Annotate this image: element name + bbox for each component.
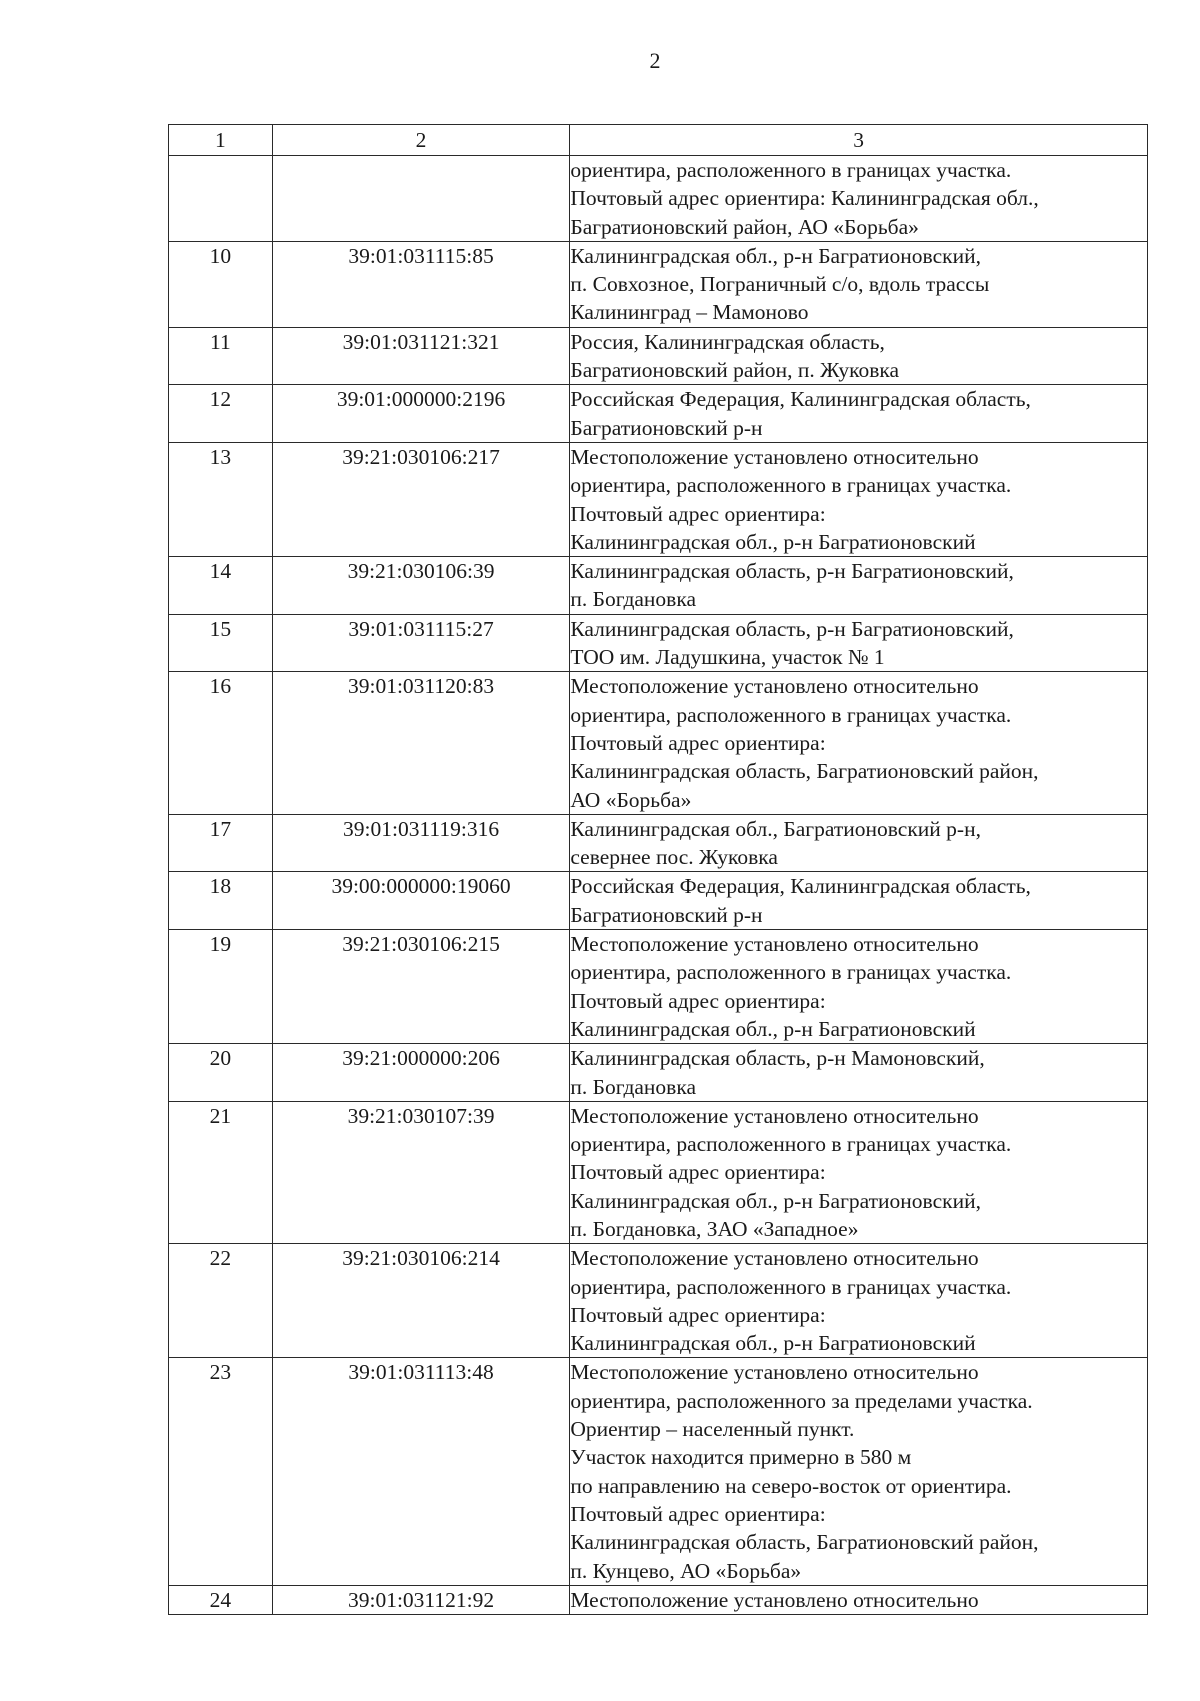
address-line: п. Богдановка bbox=[570, 587, 696, 612]
address-line: Местоположение установлено относительно bbox=[570, 1587, 979, 1612]
address-line: Ориентир – населенный пункт. bbox=[570, 1417, 855, 1442]
address-line: Калининградская область, Багратионовский район, bbox=[570, 759, 1039, 784]
row-number-cell: 11 bbox=[169, 327, 273, 385]
address-line: Калининградская обл., р-н Багратионовский bbox=[570, 1016, 976, 1041]
address-line: по направлению на северо-восток от ориентира. bbox=[570, 1473, 1012, 1498]
cadastral-number-cell: 39:21:030106:39 bbox=[272, 557, 570, 615]
address-line: ориентира, расположенного за пределами участка. bbox=[570, 1388, 1033, 1413]
address-line: Местоположение установлено относительно bbox=[570, 444, 979, 469]
address-line: Калининградская область, р-н Багратионовский, bbox=[570, 616, 1014, 641]
address-cell bbox=[570, 872, 1148, 930]
table-row bbox=[169, 327, 1148, 385]
row-number-cell: 22 bbox=[169, 1244, 273, 1358]
address-line: Российская Федерация, Калининградская область, bbox=[570, 387, 1031, 412]
address-cell bbox=[570, 241, 1148, 327]
table-body bbox=[169, 156, 1148, 1615]
address-cell bbox=[570, 1044, 1148, 1102]
address-cell bbox=[570, 1585, 1148, 1614]
address-line: Местоположение установлено относительно bbox=[570, 674, 979, 699]
address-cell bbox=[570, 1101, 1148, 1243]
cadastral-number-cell: 39:01:031115:85 bbox=[272, 241, 570, 327]
cadastral-number-cell: 39:21:030106:217 bbox=[272, 442, 570, 556]
address-cell bbox=[570, 156, 1148, 242]
address-line: Местоположение установлено относительно bbox=[570, 1103, 979, 1128]
address-cell bbox=[570, 930, 1148, 1044]
table-row bbox=[169, 930, 1148, 1044]
cadastral-number-cell: 39:01:031115:27 bbox=[272, 614, 570, 672]
row-number-cell: 15 bbox=[169, 614, 273, 672]
address-line: Россия, Калининградская область, bbox=[570, 329, 885, 354]
cadastral-number-cell: 39:21:030106:214 bbox=[272, 1244, 570, 1358]
table-row bbox=[169, 1358, 1148, 1585]
address-line: ориентира, расположенного в границах участка. bbox=[570, 702, 1012, 727]
row-number-cell: 19 bbox=[169, 930, 273, 1044]
row-number-cell: 12 bbox=[169, 385, 273, 443]
row-number-cell: 14 bbox=[169, 557, 273, 615]
table-row bbox=[169, 872, 1148, 930]
cadastral-number-cell: 39:21:000000:206 bbox=[272, 1044, 570, 1102]
table-row bbox=[169, 557, 1148, 615]
column-header-cadastral: 2 bbox=[272, 125, 570, 156]
cadastral-number-cell: 39:21:030107:39 bbox=[272, 1101, 570, 1243]
row-number-cell: 21 bbox=[169, 1101, 273, 1243]
cadastral-number-cell: 39:00:000000:19060 bbox=[272, 872, 570, 930]
row-number-cell: 10 bbox=[169, 241, 273, 327]
cadastral-number-cell bbox=[272, 156, 570, 242]
address-cell bbox=[570, 557, 1148, 615]
address-line: Калининград – Мамоново bbox=[570, 300, 809, 325]
address-line: п. Богдановка, ЗАО «Западное» bbox=[570, 1216, 859, 1241]
address-line: ориентира, расположенного в границах участка. bbox=[570, 1132, 1012, 1157]
address-line: ориентира, расположенного в границах участка. bbox=[570, 473, 1012, 498]
address-line: Багратионовский р-н bbox=[570, 902, 763, 927]
table-row bbox=[169, 241, 1148, 327]
address-line: Почтовый адрес ориентира: bbox=[570, 1501, 826, 1526]
row-number-cell: 23 bbox=[169, 1358, 273, 1585]
address-line: Почтовый адрес ориентира: bbox=[570, 501, 826, 526]
column-header-number: 1 bbox=[169, 125, 273, 156]
table-row bbox=[169, 1101, 1148, 1243]
row-number-cell: 13 bbox=[169, 442, 273, 556]
cadastral-number-cell: 39:01:031120:83 bbox=[272, 672, 570, 814]
address-line: Калининградская обл., р-н Багратионовский, bbox=[570, 243, 981, 268]
address-line: ТОО им. Ладушкина, участок № 1 bbox=[570, 645, 885, 670]
row-number-cell: 18 bbox=[169, 872, 273, 930]
address-line: Местоположение установлено относительно bbox=[570, 1246, 979, 1271]
address-line: Калининградская область, р-н Багратионовский, bbox=[570, 559, 1014, 584]
address-line: АО «Борьба» bbox=[570, 787, 692, 812]
address-cell bbox=[570, 672, 1148, 814]
table-row bbox=[169, 814, 1148, 872]
table-row bbox=[169, 672, 1148, 814]
table-row bbox=[169, 1244, 1148, 1358]
address-line: Участок находится примерно в 580 м bbox=[570, 1445, 912, 1470]
address-cell bbox=[570, 1244, 1148, 1358]
table-row bbox=[169, 1585, 1148, 1614]
table-row bbox=[169, 385, 1148, 443]
column-header-address: 3 bbox=[570, 125, 1148, 156]
address-line: ориентира, расположенного в границах участка. bbox=[570, 158, 1012, 182]
row-number-cell: 24 bbox=[169, 1585, 273, 1614]
address-line: п. Кунцево, АО «Борьба» bbox=[570, 1558, 802, 1583]
land-plot-table bbox=[168, 124, 1148, 1615]
table-row bbox=[169, 1044, 1148, 1102]
row-number-cell bbox=[169, 156, 273, 242]
cadastral-number-cell: 39:01:031119:316 bbox=[272, 814, 570, 872]
cadastral-number-cell: 39:01:031121:321 bbox=[272, 327, 570, 385]
address-line: Калининградская обл., р-н Багратионовский bbox=[570, 1331, 976, 1356]
address-line: Калининградская область, Багратионовский район, bbox=[570, 1530, 1039, 1555]
address-cell bbox=[570, 1358, 1148, 1585]
address-line: Почтовый адрес ориентира: bbox=[570, 1302, 826, 1327]
address-line: Местоположение установлено относительно bbox=[570, 932, 979, 957]
address-line: Почтовый адрес ориентира: Калининградская обл., bbox=[570, 186, 1039, 211]
address-cell bbox=[570, 327, 1148, 385]
row-number-cell: 16 bbox=[169, 672, 273, 814]
address-cell bbox=[570, 442, 1148, 556]
address-line: Багратионовский р-н bbox=[570, 415, 763, 440]
address-cell bbox=[570, 614, 1148, 672]
address-line: севернее пос. Жуковка bbox=[570, 845, 778, 870]
address-line: Почтовый адрес ориентира: bbox=[570, 1160, 826, 1185]
address-line: Местоположение установлено относительно bbox=[570, 1360, 979, 1385]
cadastral-number-cell: 39:01:031113:48 bbox=[272, 1358, 570, 1585]
address-line: Багратионовский район, АО «Борьба» bbox=[570, 214, 919, 239]
address-line: Калининградская обл., р-н Багратионовский bbox=[570, 529, 976, 554]
address-line: ориентира, расположенного в границах участка. bbox=[570, 1274, 1012, 1299]
address-line: п. Богдановка bbox=[570, 1074, 696, 1099]
address-line: Российская Федерация, Калининградская область, bbox=[570, 874, 1031, 899]
page-number: 2 bbox=[649, 48, 661, 73]
row-number-cell: 20 bbox=[169, 1044, 273, 1102]
address-line: Калининградская область, р-н Мамоновский, bbox=[570, 1046, 985, 1071]
cadastral-number-cell: 39:01:031121:92 bbox=[272, 1585, 570, 1614]
address-line: Калининградская обл., р-н Багратионовский, bbox=[570, 1188, 981, 1213]
address-cell bbox=[570, 385, 1148, 443]
row-number-cell: 17 bbox=[169, 814, 273, 872]
address-line: Калининградская обл., Багратионовский р-н, bbox=[570, 816, 981, 841]
table-row bbox=[169, 156, 1148, 242]
table-row bbox=[169, 442, 1148, 556]
header-row bbox=[169, 125, 1148, 156]
address-line: Почтовый адрес ориентира: bbox=[570, 730, 826, 755]
cadastral-number-cell: 39:01:000000:2196 bbox=[272, 385, 570, 443]
cadastral-number-cell: 39:21:030106:215 bbox=[272, 930, 570, 1044]
address-line: Почтовый адрес ориентира: bbox=[570, 988, 826, 1013]
address-cell bbox=[570, 814, 1148, 872]
address-line: п. Совхозное, Пограничный с/о, вдоль трассы bbox=[570, 272, 990, 297]
table-row bbox=[169, 614, 1148, 672]
address-line: ориентира, расположенного в границах участка. bbox=[570, 960, 1012, 985]
address-line: Багратионовский район, п. Жуковка bbox=[570, 358, 900, 383]
